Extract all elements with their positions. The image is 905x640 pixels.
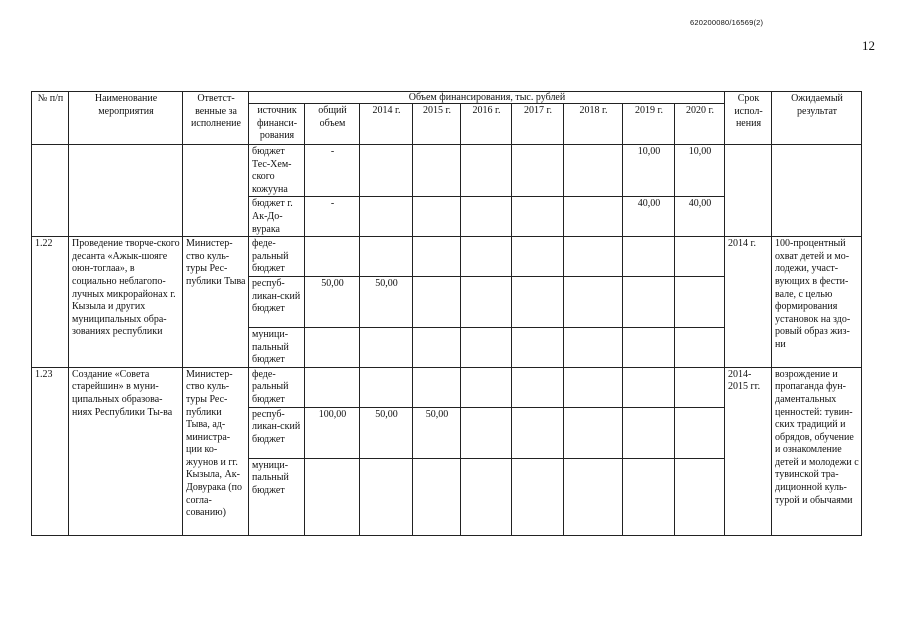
value-cell: - bbox=[305, 197, 360, 237]
document-id: 620200080/16569(2) bbox=[690, 18, 764, 27]
source-cell: респуб-ликан-ский бюджет bbox=[249, 276, 305, 327]
source-cell: бюджет г. Ак-До-вурака bbox=[249, 197, 305, 237]
header-name: Наименование мероприятия bbox=[69, 92, 183, 145]
header-funding: Объем финансирования, тыс. рублей bbox=[249, 92, 725, 104]
value-cell: 10,00 bbox=[675, 145, 725, 197]
source-cell: муници-пальный бюджет bbox=[249, 327, 305, 367]
header-result: Ожидаемый результат bbox=[772, 92, 862, 145]
value-cell: - bbox=[305, 145, 360, 197]
header-2014: 2014 г. bbox=[360, 104, 413, 145]
header-2016: 2016 г. bbox=[461, 104, 512, 145]
term-cell: 2014 г. bbox=[725, 237, 772, 368]
activities-table bbox=[31, 91, 862, 536]
source-cell: феде-ральный бюджет bbox=[249, 367, 305, 407]
page-number: 12 bbox=[862, 38, 875, 53]
value-cell: 10,00 bbox=[623, 145, 675, 197]
result-cell: 100-процентный охват детей и мо-лодежи, участ-вующих в фести-вале, с целью формирования установок на здо-ровый образ жиз-ни bbox=[772, 237, 862, 368]
row-number: 1.23 bbox=[32, 367, 69, 535]
value-cell: 40,00 bbox=[623, 197, 675, 237]
value-cell: 50,00 bbox=[305, 276, 360, 327]
header-2017: 2017 г. bbox=[512, 104, 564, 145]
header-2015: 2015 г. bbox=[413, 104, 461, 145]
table-row bbox=[32, 367, 862, 407]
header-total: общий объем bbox=[305, 104, 360, 145]
responsible: Министер-ство куль-туры Рес-публики Тыва, ад-министра-ции ко-жуунов и гг. Кызыла, Ак-Довурака (по согла-сованию) bbox=[183, 367, 249, 535]
header-source: источник финанси-рования bbox=[249, 104, 305, 145]
row-number: 1.22 bbox=[32, 237, 69, 368]
activity-name: Создание «Совета старейшин» в муни-ципальных образова-ниях Республики Ты-ва bbox=[69, 367, 183, 535]
header-2018: 2018 г. bbox=[564, 104, 623, 145]
value-cell: 50,00 bbox=[360, 276, 413, 327]
header-row-1 bbox=[32, 92, 862, 104]
value-cell: 50,00 bbox=[360, 407, 413, 458]
result-cell: возрождение и пропаганда фун-даментальных ценностей: тувин-ских традиций и обрядов, обучение и ознакомление детей и молодежи с тувинской тра-диционной куль-турой и обычаями bbox=[772, 367, 862, 535]
source-cell: бюджет Тес-Хем-ского кожууна bbox=[249, 145, 305, 197]
source-cell: муници-пальный бюджет bbox=[249, 458, 305, 535]
value-cell: 40,00 bbox=[675, 197, 725, 237]
value-cell: 100,00 bbox=[305, 407, 360, 458]
source-cell: феде-ральный бюджет bbox=[249, 237, 305, 277]
table-row bbox=[32, 237, 862, 277]
header-term: Срок испол-нения bbox=[725, 92, 772, 145]
header-responsible: Ответст-венные за исполнение bbox=[183, 92, 249, 145]
responsible: Министер-ство куль-туры Рес-публики Тыва bbox=[183, 237, 249, 368]
source-cell: респуб-ликан-ский бюджет bbox=[249, 407, 305, 458]
value-cell: 50,00 bbox=[413, 407, 461, 458]
header-num: № п/п bbox=[32, 92, 69, 145]
term-cell: 2014-2015 гг. bbox=[725, 367, 772, 535]
header-2020: 2020 г. bbox=[675, 104, 725, 145]
table-row bbox=[32, 145, 862, 197]
activity-name: Проведение творче-ского десанта «Ажык-шоягe оюн-тоглаа», в социально неблагопо-лучных микрорайонах г. Кызыла и других муниципальных обра-зованиях республики bbox=[69, 237, 183, 368]
header-2019: 2019 г. bbox=[623, 104, 675, 145]
